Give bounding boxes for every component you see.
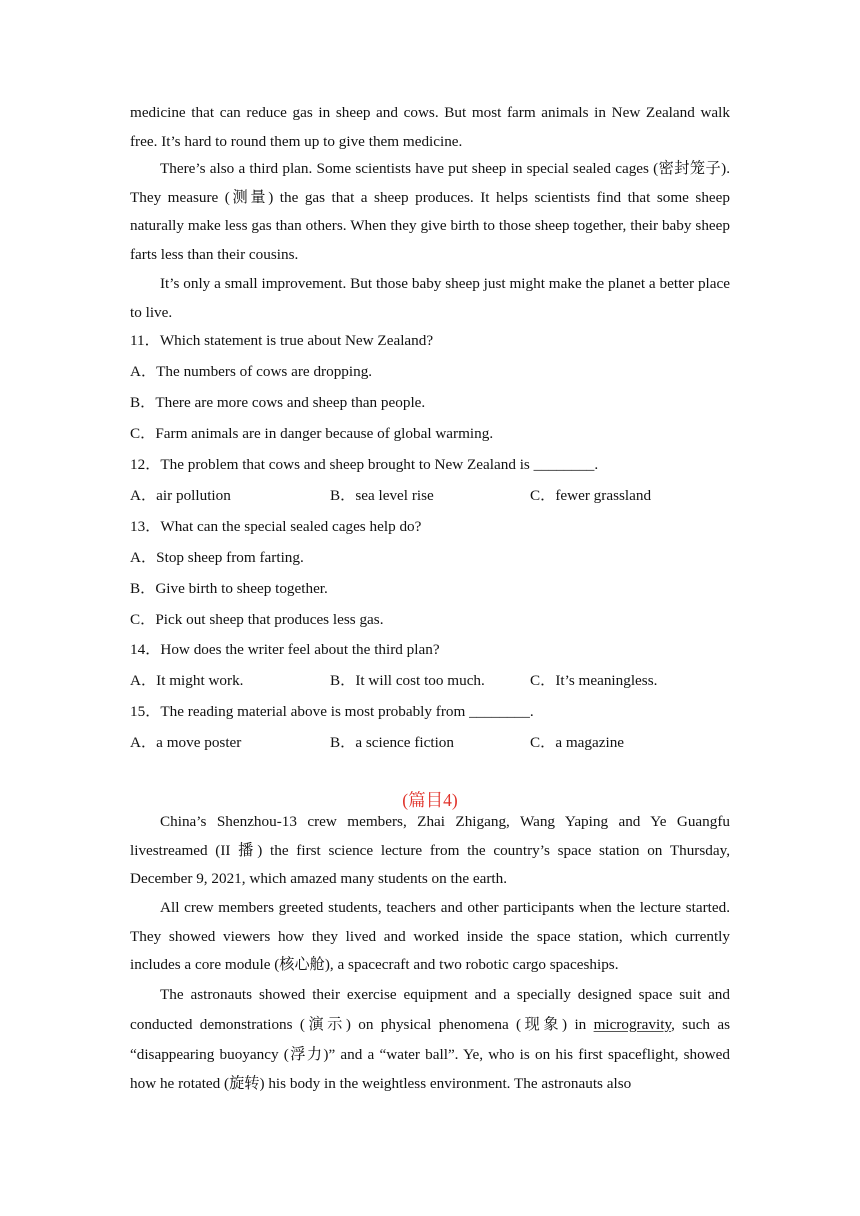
question-15 — [130, 702, 534, 722]
passage4-paragraph-3 — [130, 980, 730, 1099]
question-14 — [130, 640, 440, 660]
passage3-paragraph-continued: medicine that can reduce gas in sheep and cows. But most farm animals in New Zealand walk free. It’s hard to round them up to give them medicine. — [130, 104, 730, 150]
question-number: 13． — [130, 518, 161, 535]
question-13 — [130, 517, 421, 537]
question-number: 14． — [130, 641, 161, 658]
question-11-option-b: B．There are more cows and sheep than people. — [130, 394, 426, 411]
question-12-option-b: B．sea level rise — [330, 487, 434, 504]
question-12 — [130, 455, 598, 475]
paragraph-text: The astronauts showed their exercise equipment and a specially designed space suit and conducted demonstrations (演示) on physical phenomena (现象) in — [130, 986, 730, 1033]
question-14-option-c: C．It’s meaningless. — [530, 672, 658, 689]
paragraph-text: , such as “disappearing buoyancy (浮力)” and a “water ball”. Ye, who is on his first spaceflight, showed how he rotated (旋转) his body in the weightless environment. The astronauts also — [130, 1015, 730, 1093]
question-13-option-a: A．Stop sheep from farting. — [130, 549, 304, 566]
question-15-option-a: A．a move poster — [130, 734, 242, 751]
question-14-option-b: B．It will cost too much. — [330, 672, 485, 689]
passage4-heading: (篇目4) — [402, 790, 458, 810]
question-number: 11． — [130, 332, 160, 349]
question-11-option-c: C．Farm animals are in danger because of global warming. — [130, 425, 494, 442]
question-12-option-c: C．fewer grassland — [530, 487, 652, 504]
question-15-option-c: C．a magazine — [530, 734, 625, 751]
question-11 — [130, 331, 433, 351]
underlined-term: microgravity — [593, 1015, 672, 1033]
question-11-option-a: A．The numbers of cows are dropping. — [130, 363, 373, 380]
question-number: 15． — [130, 703, 161, 720]
passage4-paragraph-1: China’s Shenzhou-13 crew members, Zhai Zhigang, Wang Yaping and Ye Guangfu livestreamed (II 播) the first science lecture from the country’s space station on Thursday, December 9, 2021, which amazed many students on the earth. — [130, 813, 730, 888]
question-stem: The problem that cows and sheep brought to New Zealand is ________. — [160, 456, 599, 473]
question-12-option-a: A．air pollution — [130, 487, 231, 504]
question-13-option-c: C．Pick out sheep that produces less gas. — [130, 611, 384, 628]
question-stem: The reading material above is most probably from ________. — [160, 703, 534, 720]
question-number: 12． — [130, 456, 161, 473]
question-stem: What can the special sealed cages help do? — [160, 518, 422, 535]
passage4-paragraph-2: All crew members greeted students, teachers and other participants when the lecture started. They showed viewers how they lived and worked inside the space station, which currently includes a core module (核心舱), a spacecraft and two robotic cargo spaceships. — [130, 899, 730, 974]
passage3-paragraph-improvement: It’s only a small improvement. But those baby sheep just might make the planet a better place to live. — [130, 275, 730, 321]
question-stem: How does the writer feel about the third plan? — [160, 641, 440, 658]
question-stem: Which statement is true about New Zealand? — [159, 332, 434, 349]
question-15-option-b: B．a science fiction — [330, 734, 454, 751]
question-14-option-a: A．It might work. — [130, 672, 244, 689]
question-13-option-b: B．Give birth to sheep together. — [130, 580, 328, 597]
passage3-paragraph-third-plan: There’s also a third plan. Some scientists have put sheep in special sealed cages (密封笼子). They measure (测量) the gas that a sheep produces. It helps scientists find that some sheep naturally make less gas than others. When they give birth to those sheep together, their baby sheep farts less than their cousins. — [130, 160, 730, 264]
